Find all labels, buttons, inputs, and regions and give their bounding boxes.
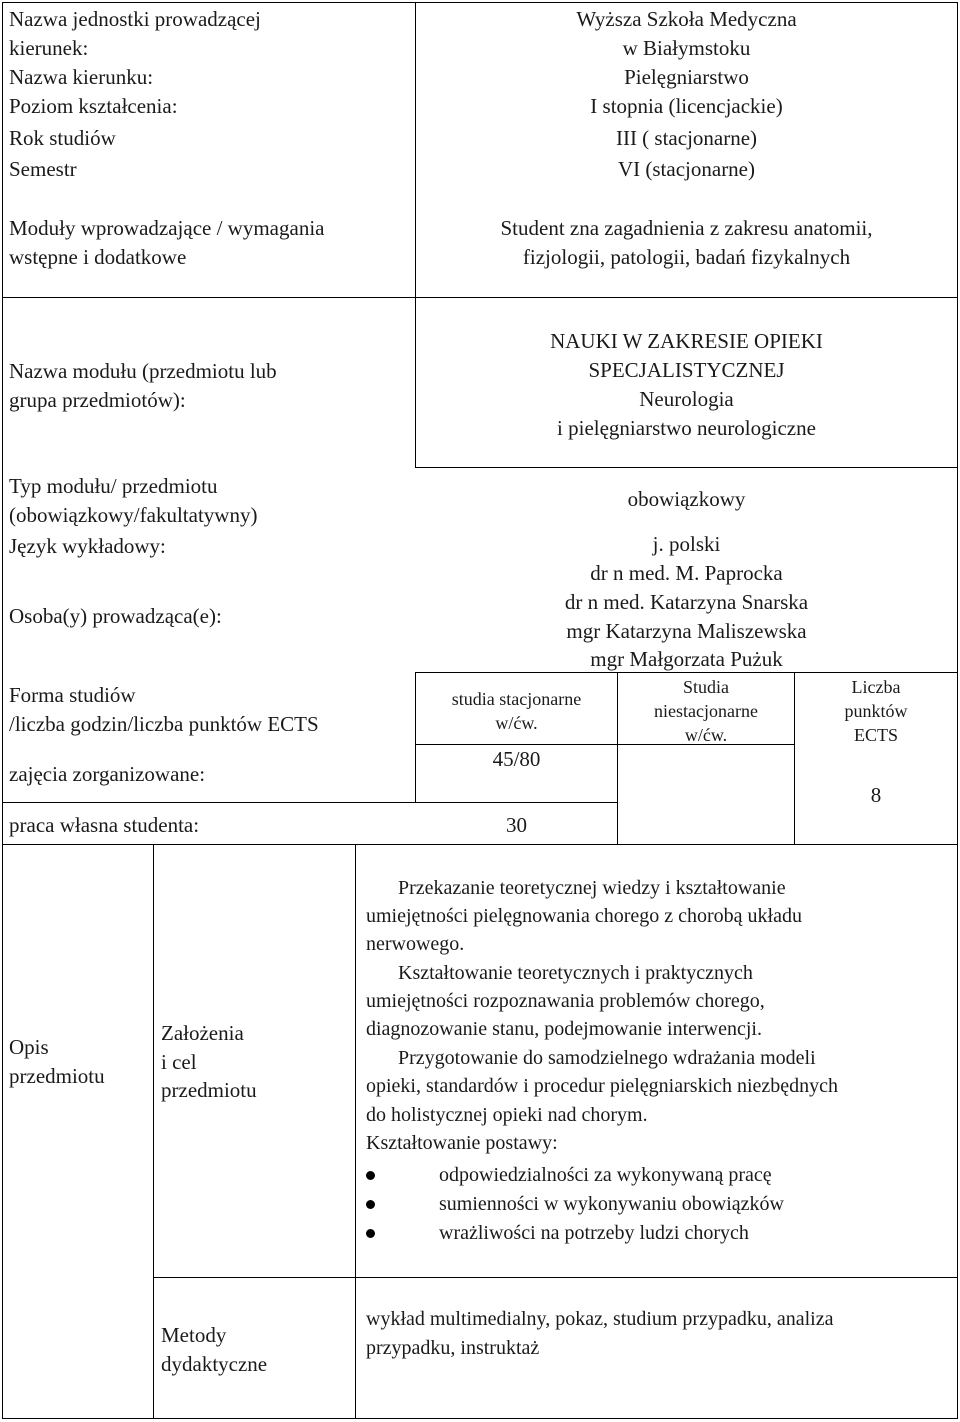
header-value: VI (stacjonarne) xyxy=(617,157,755,181)
type-value: obowiązkowy xyxy=(627,487,746,511)
nonstationary-header: Studia xyxy=(682,677,729,697)
type-label: (obowiązkowy/fakultatywny) xyxy=(9,503,258,527)
table-border-right xyxy=(957,2,958,1419)
nonstationary-header: niestacjonarne xyxy=(654,701,758,721)
prereq-label: wstępne i dodatkowe xyxy=(9,245,187,269)
goals-text-line: Przygotowanie do samodzielnego wdrażania modeli xyxy=(398,1047,816,1069)
goals-text-line: Kształtowanie postawy: xyxy=(366,1132,558,1154)
header-value: Pielęgniarstwo xyxy=(624,65,749,89)
header-value: I stopnia (licencjackie) xyxy=(590,94,783,118)
own-work-value: 30 xyxy=(506,813,527,837)
goals-text-line: do holistycznej opieki nad chorym. xyxy=(366,1104,648,1126)
goals-text-line: umiejętności rozpoznawania problemów chorego, xyxy=(366,990,765,1012)
teacher-name: dr n med. Katarzyna Snarska xyxy=(564,590,809,614)
header-label: Nazwa jednostki prowadzącej xyxy=(9,7,261,31)
goals-label: przedmiotu xyxy=(161,1078,257,1102)
methods-label: Metody xyxy=(161,1323,227,1347)
ects-header: punktów xyxy=(844,701,908,721)
prereq-value: Student zna zagadnienia z zakresu anatomii, xyxy=(500,216,873,240)
desc-col-divider xyxy=(355,844,356,1418)
goals-text-line: umiejętności pielęgnowania chorego z chorobą układu xyxy=(366,905,802,927)
nonstationary-header: w/ćw. xyxy=(684,725,728,745)
language-value: j. polski xyxy=(652,532,721,556)
methods-text-line: przypadku, instruktaż xyxy=(366,1337,540,1359)
row-divider xyxy=(415,467,958,468)
module-name: NAUKI W ZAKRESIE OPIEKI xyxy=(550,329,823,353)
row-divider xyxy=(2,297,958,298)
teacher-name: mgr Katarzyna Maliszewska xyxy=(566,619,807,643)
language-label: Język wykładowy: xyxy=(9,534,166,558)
ects-header: ECTS xyxy=(853,725,898,745)
row-divider xyxy=(2,844,958,845)
goals-text-line: diagnozowanie stanu, podejmowanie interwencji. xyxy=(366,1018,762,1040)
row-divider xyxy=(153,1277,958,1278)
goals-label: i cel xyxy=(161,1050,197,1074)
table-border-left xyxy=(2,2,3,1419)
methods-label: dydaktyczne xyxy=(161,1352,268,1376)
ects-value: 8 xyxy=(870,783,882,807)
module-label: grupa przedmiotów): xyxy=(9,388,186,412)
description-label: Opis xyxy=(9,1035,49,1059)
form-label: Forma studiów xyxy=(9,683,136,707)
teachers-label: Osoba(y) prowadząca(e): xyxy=(9,604,222,628)
header-value: III ( stacjonarne) xyxy=(615,126,758,150)
goals-text-line: opieki, standardów i procedur pielęgniarskich niezbędnych xyxy=(366,1075,839,1097)
attitude-item: wrażliwości na potrzeby ludzi chorych xyxy=(366,1219,784,1248)
attitudes-list xyxy=(366,1161,784,1248)
goals-text-line: nerwowego. xyxy=(366,933,465,955)
header-value: w Białymstoku xyxy=(622,36,751,60)
module-name: SPECJALISTYCZNEJ xyxy=(588,358,785,382)
desc-col-divider xyxy=(153,844,154,1418)
header-label: Rok studiów xyxy=(9,126,116,150)
teacher-name: dr n med. M. Paprocka xyxy=(590,561,783,585)
organized-value: 45/80 xyxy=(492,747,541,771)
stationary-header: studia stacjonarne xyxy=(451,689,582,709)
organized-line xyxy=(2,802,617,803)
organized-label: zajęcia zorganizowane: xyxy=(9,762,206,786)
header-label: Semestr xyxy=(9,157,77,181)
attitude-item: sumienności w wykonywaniu obowiązków xyxy=(366,1190,784,1219)
description-label: przedmiotu xyxy=(9,1064,105,1088)
goals-text-line: Kształtowanie teoretycznych i praktycznych xyxy=(398,962,753,984)
attitude-item: odpowiedzialności za wykonywaną pracę xyxy=(366,1161,784,1190)
header-label: Poziom kształcenia: xyxy=(9,94,178,118)
prereq-label: Moduły wprowadzające / wymagania xyxy=(9,216,325,240)
goals-text-line: Przekazanie teoretycznej wiedzy i kształtowanie xyxy=(398,877,786,899)
methods-text-line: wykład multimedialny, pokaz, studium przypadku, analiza xyxy=(366,1308,834,1330)
module-name: i pielęgniarstwo neurologiczne xyxy=(557,416,816,440)
header-value: Wyższa Szkoła Medyczna xyxy=(576,7,797,31)
type-label: Typ modułu/ przedmiotu xyxy=(9,474,218,498)
form-label: /liczba godzin/liczba punktów ECTS xyxy=(9,712,319,736)
table-border-top xyxy=(2,2,958,3)
goals-label: Założenia xyxy=(161,1021,244,1045)
own-work-label: praca własna studenta: xyxy=(9,813,200,837)
stationary-header: w/ćw. xyxy=(495,713,538,733)
teacher-name: mgr Małgorzata Pużuk xyxy=(590,647,783,671)
module-name: Neurologia xyxy=(639,387,734,411)
table-border-bottom xyxy=(2,1418,958,1419)
module-label: Nazwa modułu (przedmiotu lub xyxy=(9,359,277,383)
header-label: Nazwa kierunku: xyxy=(9,65,154,89)
ects-header: Liczba xyxy=(851,677,901,697)
prereq-value: fizjologii, patologii, badań fizykalnych xyxy=(522,245,851,269)
header-label: kierunek: xyxy=(9,36,89,60)
